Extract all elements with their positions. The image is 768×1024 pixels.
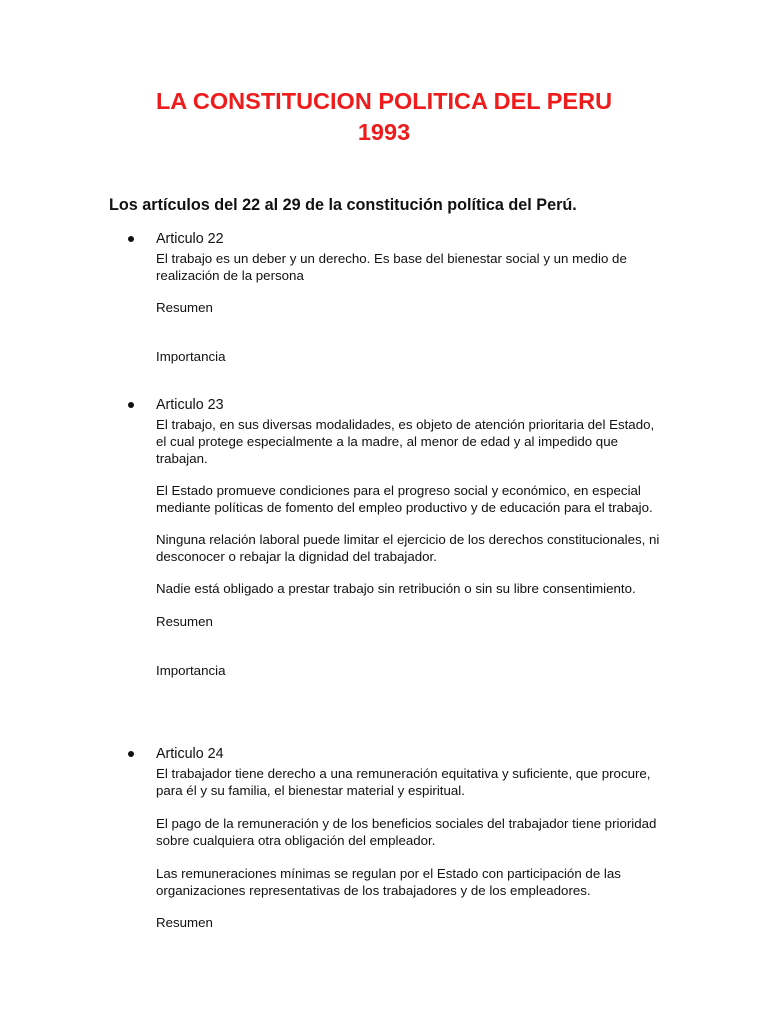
article-header <box>128 396 668 416</box>
article-title: Articulo 24 <box>156 746 224 762</box>
document-title-year: 1993 <box>357 119 411 145</box>
document-subtitle: Los artículos del 22 al 29 de la constitución política del Perú. <box>109 196 577 214</box>
bullet-icon <box>128 751 134 757</box>
bullet-icon <box>128 402 134 408</box>
article-body <box>156 250 668 365</box>
article-paragraph: El trabajador tiene derecho a una remuneración equitativa y suficiente, que procure, para él y su familia, el bienestar material y espiritual. <box>156 766 651 798</box>
article-header <box>128 745 668 765</box>
bullet-icon <box>128 236 134 242</box>
article-paragraph: Ninguna relación laboral puede limitar el ejercicio de los derechos constitucionales, ni desconocer o rebajar la dignidad del trabajador. <box>156 532 660 564</box>
article-23 <box>128 396 668 679</box>
article-paragraph: El trabajo es un deber y un derecho. Es base del bienestar social y un medio de realización de la persona <box>156 251 627 283</box>
article-paragraph: El Estado promueve condiciones para el progreso social y económico, en especial mediante políticas de fomento del empleo productivo y de educación para el trabajo. <box>156 483 653 515</box>
article-paragraph: El pago de la remuneración y de los beneficios sociales del trabajador tiene prioridad sobre cualquiera otra obligación del empleador. <box>156 816 657 848</box>
article-body <box>156 765 668 931</box>
importance-label: Importancia <box>156 349 226 364</box>
article-body <box>156 416 668 679</box>
document-title-line1: LA CONSTITUCION POLITICA DEL PERU <box>155 88 613 114</box>
article-paragraph: Las remuneraciones mínimas se regulan por el Estado con participación de las organizaciones representativas de los trabajadores y de los empleadores. <box>156 866 621 898</box>
importance-label: Importancia <box>156 663 226 678</box>
summary-label: Resumen <box>156 300 213 315</box>
article-22 <box>128 230 668 365</box>
article-paragraph: El trabajo, en sus diversas modalidades, es objeto de atención prioritaria del Estado, el cual protege especialmente a la madre, al menor de edad y al impedido que trabajan. <box>156 417 655 466</box>
article-title: Articulo 22 <box>156 231 224 247</box>
article-title: Articulo 23 <box>156 397 224 413</box>
article-header <box>128 230 668 250</box>
summary-label: Resumen <box>156 614 213 629</box>
summary-label: Resumen <box>156 915 213 930</box>
article-paragraph: Nadie está obligado a prestar trabajo sin retribución o sin su libre consentimiento. <box>156 581 636 596</box>
article-24 <box>128 745 668 931</box>
